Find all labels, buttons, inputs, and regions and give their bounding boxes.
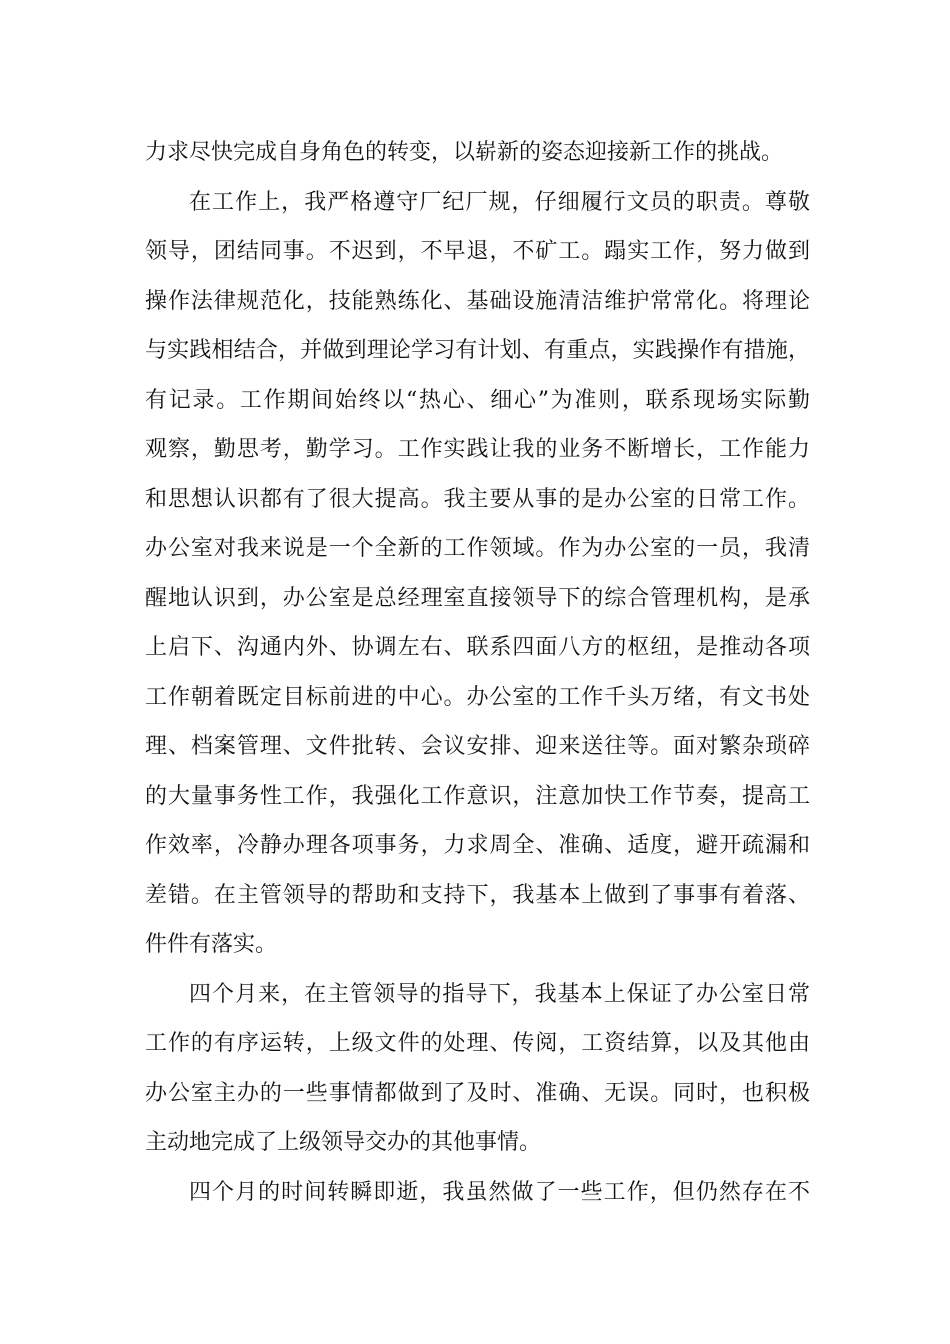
text-line: 工作的有序运转，上级文件的处理、传阅，工资结算，以及其他由: [145, 1031, 810, 1056]
text-line: 领导，团结同事。不迟到，不早退，不矿工。蹋实工作，努力做到: [145, 239, 810, 264]
text-line: 四个月的时间转瞬即逝，我虽然做了一些工作，但仍然存在不: [189, 1179, 810, 1205]
text-line: 有记录。工作期间始终以“热心、细心”为准则，联系现场实际勤: [145, 387, 810, 413]
text-line: 理、档案管理、文件批转、会议安排、迎来送往等。面对繁杂琐碎: [145, 734, 810, 759]
text-line: 观察，勤思考，勤学习。工作实践让我的业务不断增长，工作能力: [145, 437, 810, 462]
text-line: 四个月来，在主管领导的指导下，我基本上保证了办公室日常: [189, 981, 810, 1007]
text-line: 的大量事务性工作，我强化工作意识，注意加快工作节奏，提高工: [145, 783, 810, 809]
document-body: [145, 128, 810, 1217]
text-line: 与实践相结合，并做到理论学习有计划、有重点，实践操作有措施，: [145, 338, 810, 363]
text-line: 办公室对我来说是一个全新的工作领域。作为办公室的一员，我清: [145, 536, 810, 561]
text-line: 力求尽快完成自身角色的转变，以崭新的姿态迎接新工作的挑战。: [145, 140, 784, 165]
text-line: 主动地完成了上级领导交办的其他事情。: [145, 1130, 542, 1155]
text-line: 在工作上，我严格遵守厂纪厂规，仔细履行文员的职责。尊敬: [189, 189, 810, 215]
text-line: 和思想认识都有了很大提高。我主要从事的是办公室的日常工作。: [145, 486, 810, 512]
text-line: 上启下、沟通内外、协调左右、联系四面八方的枢纽，是推动各项: [145, 635, 810, 660]
text-line: 办公室主办的一些事情都做到了及时、准确、无误。同时，也积极: [145, 1080, 810, 1106]
text-line: 件件有落实。: [145, 932, 278, 957]
text-line: 操作法律规范化，技能熟练化、基础设施清洁维护常常化。将理论: [145, 288, 810, 314]
text-line: 醒地认识到，办公室是总经理室直接领导下的综合管理机构，是承: [145, 585, 810, 611]
text-line: 作效率，冷静办理各项事务，力求周全、准确、适度，避开疏漏和: [145, 833, 810, 858]
text-line: 工作朝着既定目标前进的中心。办公室的工作千头万绪，有文书处: [145, 684, 810, 710]
text-line: 差错。在主管领导的帮助和支持下，我基本上做到了事事有着落、: [145, 882, 810, 908]
